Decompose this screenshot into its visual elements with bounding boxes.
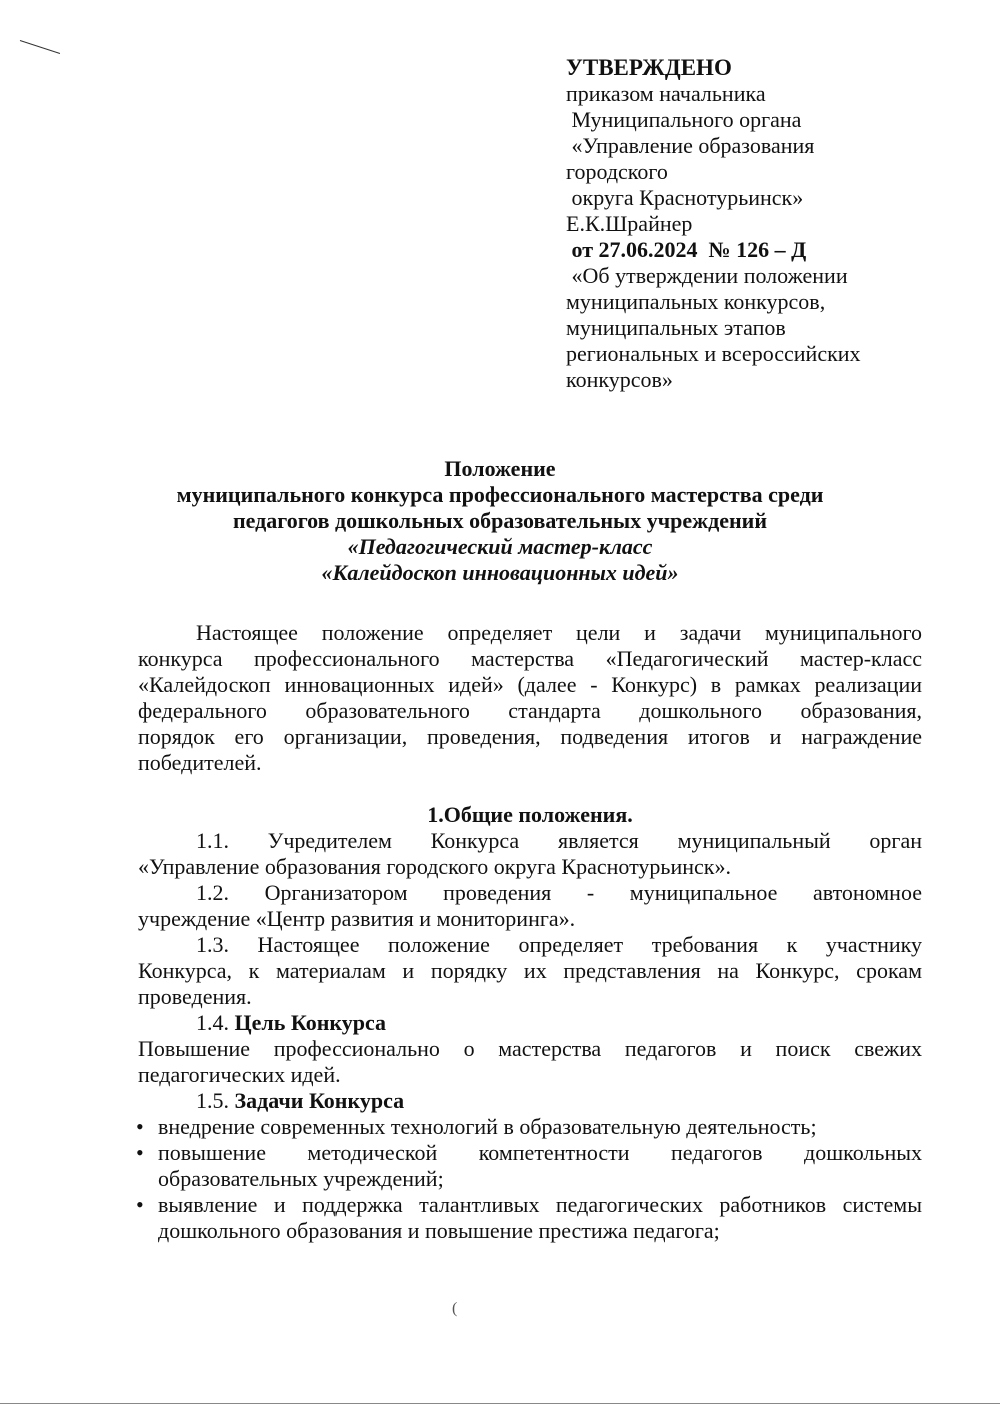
text-line: 1.3. Настоящее положение определяет требования к участнику — [196, 932, 922, 957]
clause-heading-line — [138, 1010, 922, 1036]
text-line: проведения. — [138, 984, 252, 1009]
approval-line: городского — [566, 159, 668, 184]
approval-heading: УТВЕРЖДЕНО — [566, 55, 732, 80]
clause-number: 1.4. — [196, 1010, 235, 1035]
clause-1-4 — [138, 1010, 922, 1088]
text-line: федерального образовательного стандарта дошкольного образования, — [138, 698, 922, 723]
clause-heading-line — [138, 1088, 922, 1114]
order-subject-line: региональных и всероссийских — [566, 341, 861, 366]
text-line: педагогических идей. — [138, 1062, 341, 1087]
bullet-icon: • — [136, 1114, 144, 1139]
order-subject-line: конкурсов» — [566, 367, 673, 392]
title-line: «Педагогический мастер-класс — [347, 534, 653, 559]
tasks-list — [136, 1114, 922, 1244]
list-item — [136, 1140, 922, 1192]
clause-heading: Цель Конкурса — [234, 1010, 387, 1035]
order-subject-line: муниципальных конкурсов, — [566, 289, 826, 314]
approval-line: «Управление образования — [566, 133, 815, 158]
clause-heading: Задачи Конкурса — [234, 1088, 405, 1113]
list-item — [136, 1114, 922, 1140]
page-edge-line — [0, 1403, 1000, 1404]
approval-signatory: Е.К.Шрайнер — [566, 211, 693, 236]
text-line: Конкурса, к материалам и порядку их представления на Конкурс, срокам — [138, 958, 922, 983]
title-line: педагогов дошкольных образовательных учреждений — [232, 508, 767, 533]
order-subject-line: муниципальных этапов — [566, 315, 786, 340]
clause-1-1 — [138, 828, 922, 880]
order-number: от 27.06.2024 № 126 – Д — [566, 237, 807, 262]
text-line: Настоящее положение определяет цели и задачи муниципального — [196, 620, 922, 645]
text-line: «Управление образования городского округа Краснотурьинск». — [138, 854, 731, 879]
list-item — [136, 1192, 922, 1244]
clause-1-3 — [138, 932, 922, 1010]
text-line: порядок его организации, проведения, подведения итогов и награждение — [138, 724, 922, 749]
footer-mark: ( — [452, 1300, 458, 1317]
scan-mark — [20, 40, 60, 54]
title-line: Положение — [444, 456, 556, 481]
order-subject-line: «Об утверждении положении — [566, 263, 848, 288]
approval-line: приказом начальника — [566, 81, 766, 106]
bullet-icon: • — [136, 1192, 144, 1217]
text-line: Повышение профессионально о мастерства педагогов и поиск свежих — [138, 1036, 922, 1061]
text-line: дошкольного образования и повышение престижа педагога; — [158, 1218, 720, 1243]
text-line: «Калейдоскоп инновационных идей» (далее - Конкурс) в рамках реализации — [138, 672, 922, 697]
text-line: повышение методической компетентности педагогов дошкольных — [158, 1140, 922, 1165]
text-line: победителей. — [138, 750, 262, 775]
text-line: 1.2. Организатором проведения - муниципальное автономное — [196, 880, 922, 905]
text-line: образовательных учреждений; — [158, 1166, 444, 1191]
approval-line: Муниципального органа — [566, 107, 802, 132]
document-title — [120, 456, 880, 586]
title-line: «Калейдоскоп инновационных идей» — [321, 560, 679, 585]
section-heading: 1.Общие положения. — [427, 802, 633, 827]
text-line: внедрение современных технологий в образовательную деятельность; — [158, 1114, 817, 1139]
clause-number: 1.5. — [196, 1088, 235, 1113]
text-line: учреждение «Центр развития и мониторинга». — [138, 906, 576, 931]
bullet-icon: • — [136, 1140, 144, 1165]
title-line: муниципального конкурса профессионального мастерства среди — [176, 482, 824, 507]
document-body — [138, 620, 922, 1244]
approval-line: округа Краснотурьинск» — [566, 185, 804, 210]
clause-1-2 — [138, 880, 922, 932]
text-line: выявление и поддержка талантливых педагогических работников системы — [158, 1192, 922, 1217]
approval-block — [566, 55, 946, 393]
text-line: 1.1. Учредителем Конкурса является муниципальный орган — [196, 828, 922, 853]
intro-paragraph — [138, 620, 922, 776]
clause-1-5 — [138, 1088, 922, 1114]
text-line: конкурса профессионального мастерства «Педагогический мастер-класс — [138, 646, 922, 671]
